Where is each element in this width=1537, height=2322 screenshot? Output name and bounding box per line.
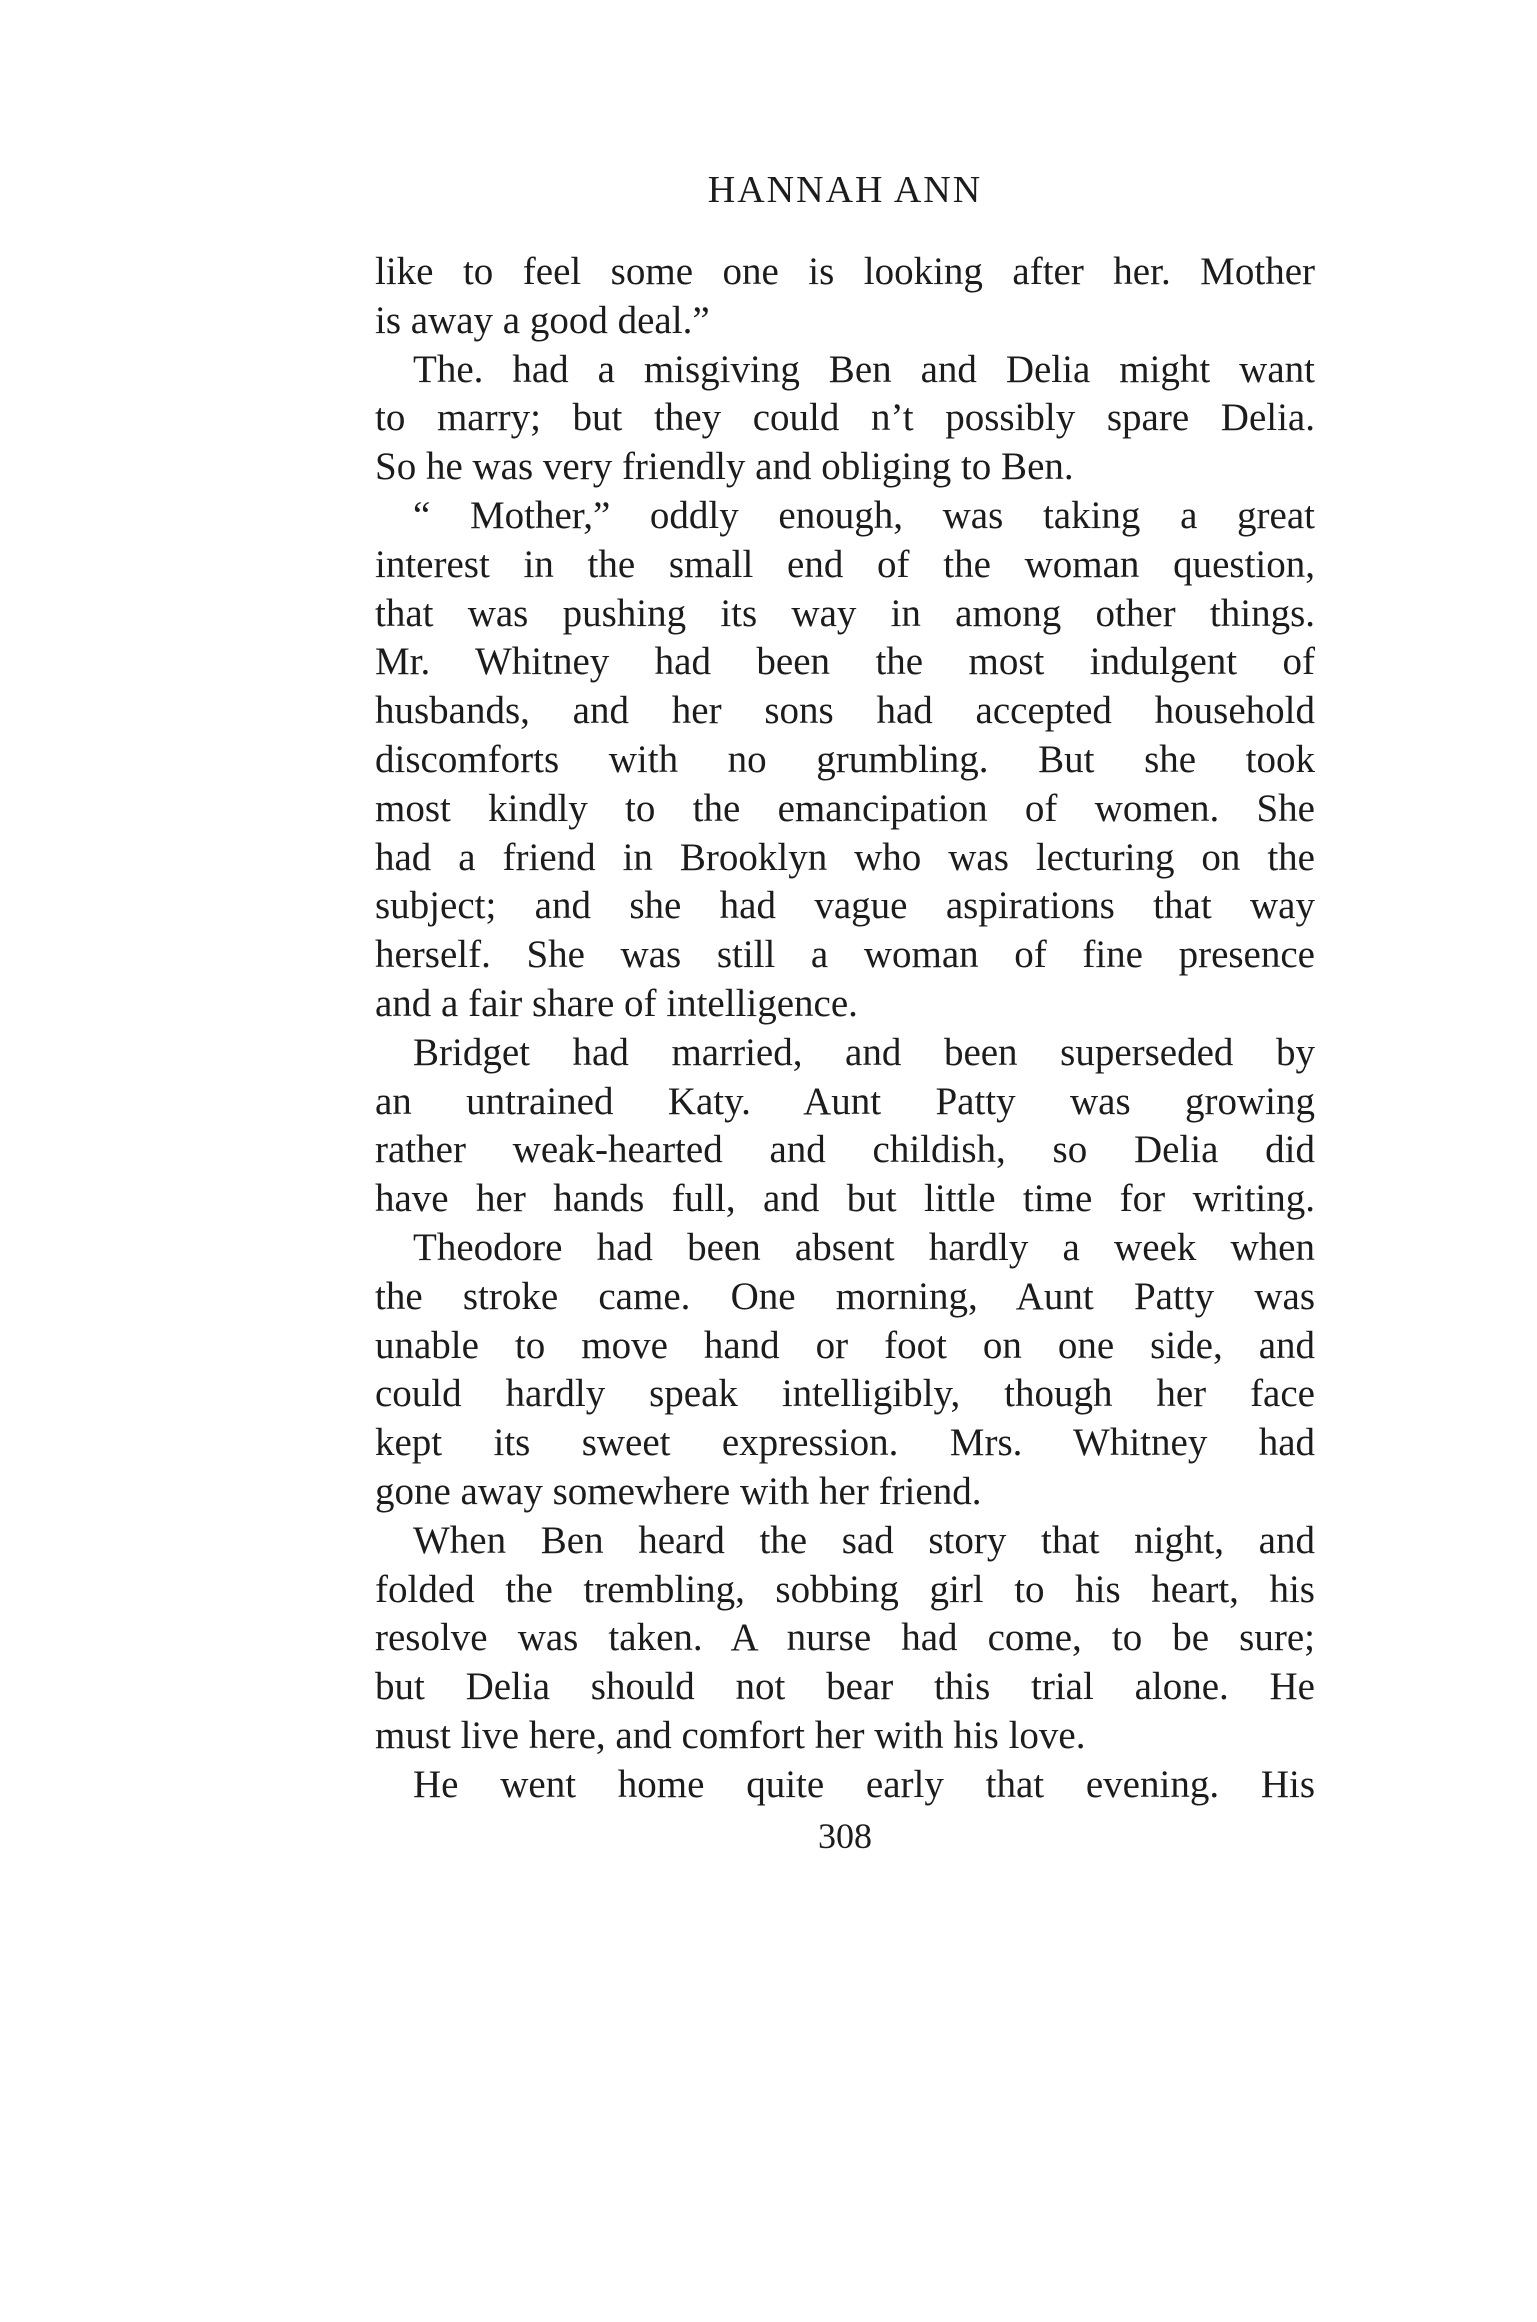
text-line: most kindly to the emancipation of women. She xyxy=(375,786,1315,830)
text-line: The. had a misgiving Ben and Delia might want xyxy=(413,347,1315,391)
text-line: interest in the small end of the woman question, xyxy=(375,542,1315,586)
text-line: Mr. Whitney had been the most indulgent of xyxy=(375,640,1315,684)
text-line: is away a good deal.” xyxy=(375,298,710,342)
text-line: herself. She was still a woman of fine presence xyxy=(375,933,1315,977)
text-line: folded the trembling, sobbing girl to his heart, his xyxy=(375,1567,1315,1611)
text-line: an untrained Katy. Aunt Patty was growing xyxy=(375,1079,1315,1123)
running-head: HANNAH ANN xyxy=(707,169,983,211)
text-line: gone away somewhere with her friend. xyxy=(375,1469,982,1513)
text-line: the stroke came. One morning, Aunt Patty was xyxy=(375,1274,1315,1318)
body-text xyxy=(375,248,1315,1810)
text-line: like to feel some one is looking after her. Mother xyxy=(375,250,1315,293)
text-line: to marry; but they could n’t possibly spare Delia. xyxy=(375,396,1315,440)
text-line: husbands, and her sons had accepted household xyxy=(375,689,1315,733)
text-line: Bridget had married, and been superseded by xyxy=(413,1030,1315,1074)
text-line: and a fair share of intelligence. xyxy=(375,981,858,1025)
text-line: that was pushing its way in among other things. xyxy=(375,591,1315,635)
text-line: but Delia should not bear this trial alone. He xyxy=(375,1665,1315,1709)
page-number: 308 xyxy=(818,1816,872,1856)
text-line: He went home quite early that evening. His xyxy=(413,1762,1315,1806)
text-line: discomforts with no grumbling. But she took xyxy=(375,737,1315,781)
text-line: “ Mother,” oddly enough, was taking a great xyxy=(413,493,1315,537)
text-line: resolve was taken. A nurse had come, to be sure; xyxy=(375,1616,1315,1660)
text-line: unable to move hand or foot on one side, and xyxy=(375,1323,1315,1367)
text-line: could hardly speak intelligibly, though her face xyxy=(375,1372,1315,1416)
text-line: kept its sweet expression. Mrs. Whitney had xyxy=(375,1421,1315,1465)
text-line: have her hands full, and but little time for writing. xyxy=(375,1177,1315,1221)
text-line: rather weak-hearted and childish, so Delia did xyxy=(375,1128,1315,1172)
text-line: Theodore had been absent hardly a week when xyxy=(413,1225,1315,1269)
text-line: When Ben heard the sad story that night, and xyxy=(413,1518,1315,1562)
text-line: subject; and she had vague aspirations that way xyxy=(375,884,1315,928)
text-line: had a friend in Brooklyn who was lecturing on the xyxy=(375,835,1315,879)
text-line: So he was very friendly and obliging to Ben. xyxy=(375,445,1074,489)
text-line: must live here, and comfort her with his love. xyxy=(375,1713,1086,1757)
